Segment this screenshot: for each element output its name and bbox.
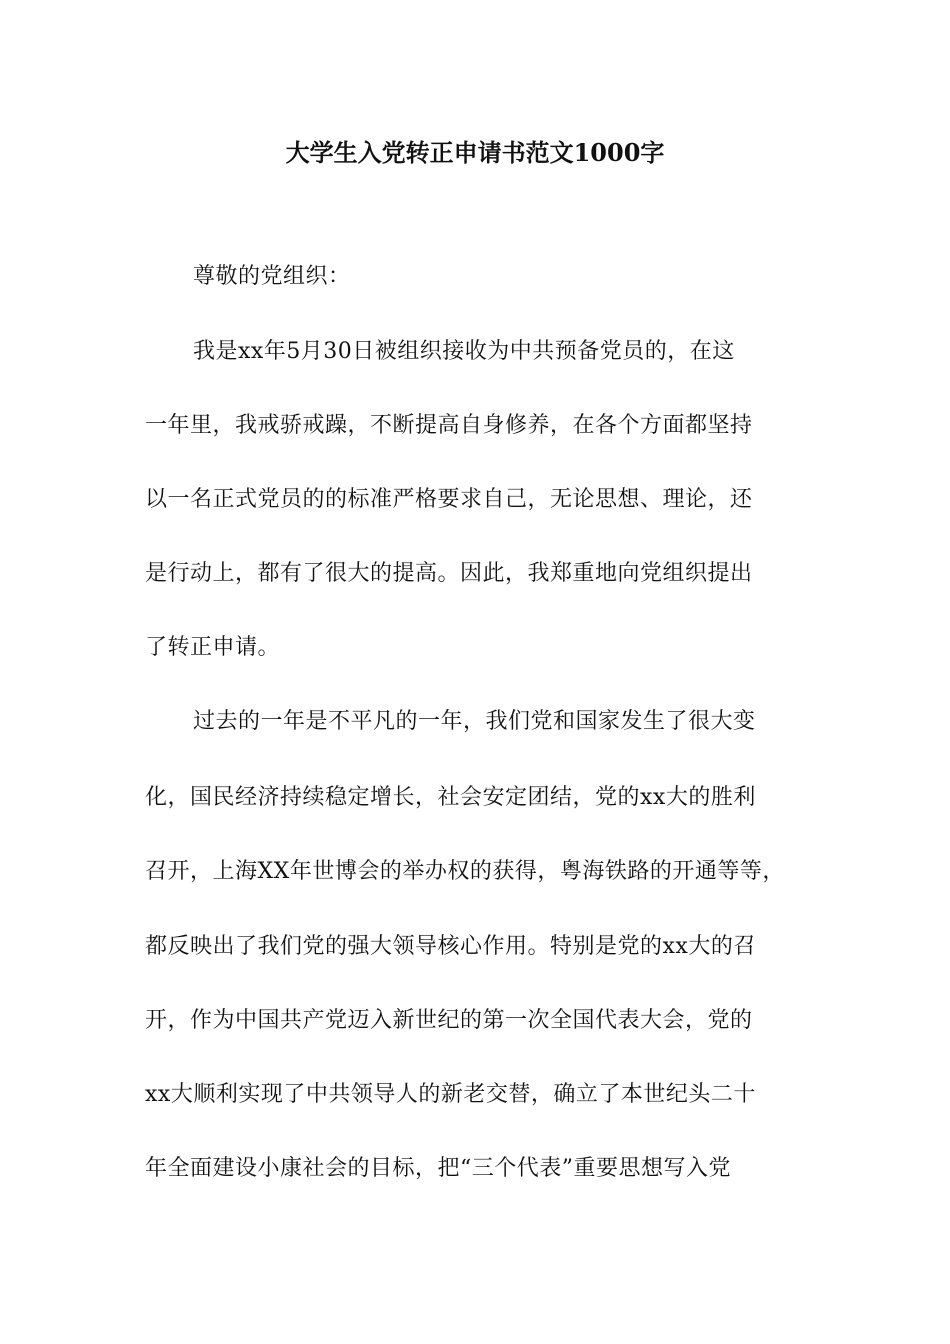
paragraph-line: 化，国民经济持续稳定增长，社会安定团结，党的xx大的胜利 (145, 785, 756, 810)
paragraph-line: 都反映出了我们党的强大领导核心作用。特别是党的xx大的召 (145, 934, 756, 959)
paragraph-line: 以一名正式党员的的标准严格要求自己，无论思想、理论，还 (145, 487, 753, 512)
document-title: 大学生入党转正申请书范文1000字 (285, 138, 665, 167)
paragraph-line: 我是xx年5月30日被组织接收为中共预备党员的，在这 (193, 339, 735, 364)
salutation: 尊敬的党组织： (193, 264, 351, 289)
paragraph-line: 开，作为中国共产党迈入新世纪的第一次全国代表大会，党的 (145, 1008, 753, 1033)
paragraph-line: 一年里，我戒骄戒躁，不断提高自身修养，在各个方面都坚持 (145, 413, 753, 438)
paragraph-line: 年全面建设小康社会的目标，把“三个代表”重要思想写入党 (145, 1156, 731, 1181)
paragraph-line: xx大顺利实现了中共领导人的新老交替，确立了本世纪头二十 (145, 1082, 756, 1107)
paragraph-line: 召开，上海XX年世博会的举办权的获得，粤海铁路的开通等等， (145, 859, 785, 884)
paragraph-line: 了转正申请。 (145, 635, 281, 660)
paragraph-line: 过去的一年是不平凡的一年，我们党和国家发生了很大变 (193, 709, 756, 734)
paragraph-line: 是行动上，都有了很大的提高。因此，我郑重地向党组织提出 (145, 561, 753, 586)
